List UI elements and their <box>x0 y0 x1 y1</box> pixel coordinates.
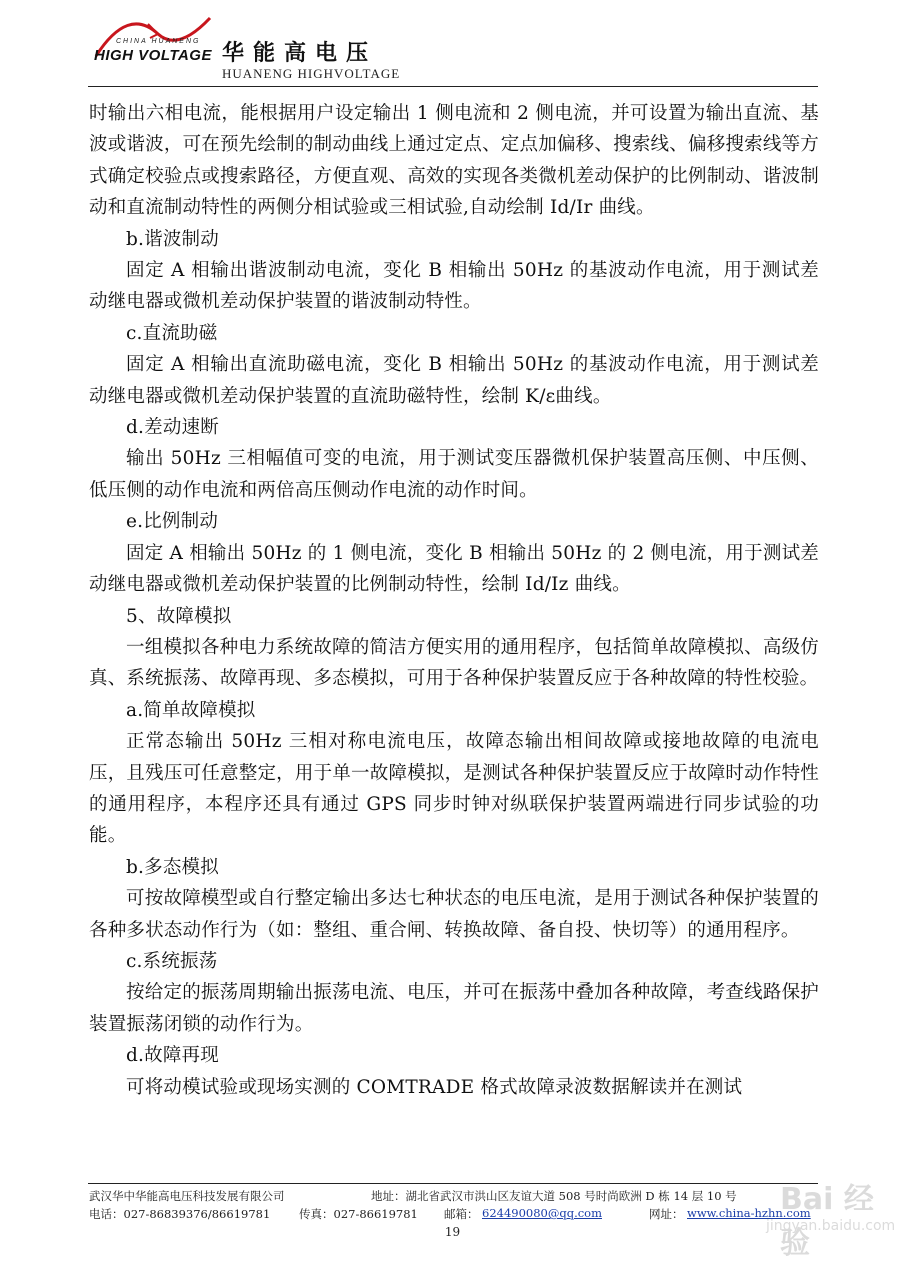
footer-web-link[interactable]: www.china-hzhn.com <box>687 1206 811 1220</box>
company-name-en: HUANENG HIGHVOLTAGE <box>222 66 401 81</box>
logo-title: HIGH VOLTAGE <box>94 47 212 64</box>
paragraph: 按给定的振荡周期输出振荡电流、电压，并可在振荡中叠加各种故障，考查线路保护装置振荡闭锁的动作行为。 <box>89 982 819 1035</box>
section-heading: c.系统振荡 <box>126 950 218 972</box>
footer-web-label: 网址： <box>649 1207 684 1221</box>
header-divider <box>88 86 818 87</box>
paragraph: 固定 A 相输出谐波制动电流，变化 B 相输出 50Hz 的基波动作电流，用于测试差动继电器或微机差动保护装置的谐波制动特性。 <box>89 260 819 313</box>
paragraph: 输出 50Hz 三相幅值可变的电流，用于测试变压器微机保护装置高压侧、中压侧、低压侧的动作电流和两倍高压侧动作电流的动作时间。 <box>89 448 819 501</box>
section-heading: d.差动速断 <box>126 417 219 439</box>
watermark-logo: Bai 经验 <box>780 1182 874 1261</box>
footer-company: 武汉华中华能高电压科技发展有限公司 <box>89 1189 285 1203</box>
section-heading: e.比例制动 <box>126 511 219 533</box>
page-body <box>89 98 819 1103</box>
section-heading: a.简单故障模拟 <box>126 699 256 721</box>
company-logo <box>88 12 220 74</box>
section-heading: b.谐波制动 <box>126 228 219 250</box>
section-heading: d.故障再现 <box>126 1045 219 1067</box>
section-heading: b.多态模拟 <box>126 856 219 878</box>
paragraph: 一组模拟各种电力系统故障的简洁方便实用的通用程序，包括简单故障模拟、高级仿真、系统振荡、故障再现、多态模拟，可用于各种保护装置反应于各种故障的特性校验。 <box>89 636 819 690</box>
paragraph: 正常态输出 50Hz 三相对称电流电压，故障态输出相间故障或接地故障的电流电压，且残压可任意整定，用于单一故障模拟，是测试各种保护装置反应于故障时动作特性的通用程序，本程序还具有通过 GPS 同步时钟对纵联保护装置两端进行同步试验的功能。 <box>89 731 819 847</box>
logo-subtitle: CHINA HUANENG <box>116 38 201 45</box>
paragraph: 可将动模试验或现场实测的 COMTRADE 格式故障录波数据解读并在测试 <box>126 1076 743 1098</box>
watermark-url: jingyan.baidu.com <box>766 1218 896 1234</box>
footer-divider <box>88 1183 818 1184</box>
section-heading: c.直流助磁 <box>126 322 218 344</box>
footer-address: 地址：湖北省武汉市洪山区友谊大道 508 号时尚欧洲 D 栋 14 层 10 号 <box>371 1189 737 1203</box>
paragraph: 固定 A 相输出直流助磁电流，变化 B 相输出 50Hz 的基波动作电流，用于测试差动继电器或微机差动保护装置的直流助磁特性，绘制 K/ε曲线。 <box>89 354 819 407</box>
paragraph: 固定 A 相输出 50Hz 的 1 侧电流，变化 B 相输出 50Hz 的 2 侧电流，用于测试差动继电器或微机差动保护装置的比例制动特性，绘制 Id/Iz 曲线。 <box>89 542 819 596</box>
section-heading: 5、故障模拟 <box>126 605 232 627</box>
watermark <box>760 1172 896 1261</box>
paragraph: 时输出六相电流，能根据用户设定输出 1 侧电流和 2 侧电流，并可设置为输出直流、基波或谐波，可在预先绘制的制动曲线上通过定点、定点加偏移、搜索线、偏移搜索线等方式确定校验点或搜索路径，方便直观、高效的实现各类微机差动保护的比例制动、谐波制动和直流制动特性的两侧分相试验或三相试验,自动绘制 Id/Ir 曲线。 <box>89 103 819 219</box>
footer-fax: 传真：027-86619781 <box>299 1207 418 1221</box>
page-number: 19 <box>444 1225 461 1239</box>
footer-email-link[interactable]: 624490080@qq.com <box>482 1206 602 1220</box>
company-name-cn: 华能高电压 <box>222 41 378 66</box>
paragraph: 可按故障模型或自行整定输出多达七种状态的电压电流，是用于测试各种保护装置的各种多状态动作行为（如：整组、重合闸、转换故障、备自投、快切等）的通用程序。 <box>89 888 819 941</box>
footer-phone: 电话：027-86839376/86619781 <box>89 1207 271 1221</box>
page-header <box>0 0 905 90</box>
footer-email-label: 邮箱： <box>444 1207 479 1221</box>
